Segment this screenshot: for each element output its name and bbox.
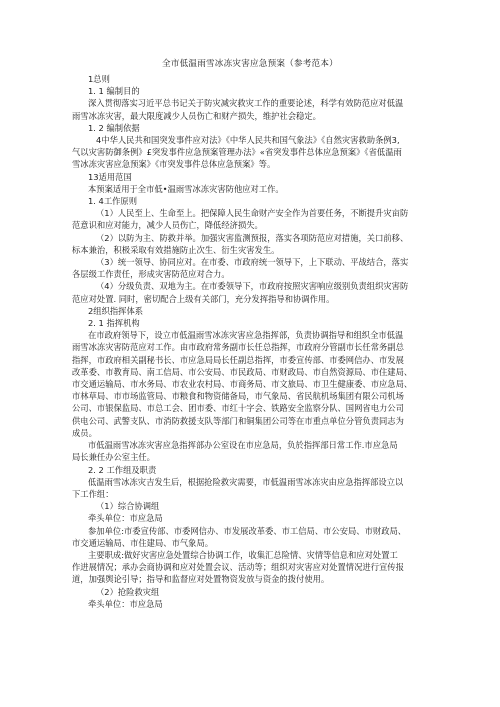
paragraph-line: 在市政府领导下，设立市低温雨雪冰冻灾害应急指挥部，负责协调指导和组织全市低温 <box>88 330 404 341</box>
paragraph-continuation-line: 指挥，市政府相关副秘书长、市应急局局长任副总指挥，市委宣传部、市委网信办、市发展 <box>72 354 404 365</box>
list-item-line: （4）分级负责、双地为主。在市委领导下，市政府按照灾害响应级别负责组织灾害防 <box>96 281 409 292</box>
paragraph-continuation-line: 标本兼治，积极采取有效措施防止次生、衍生灾害发生。 <box>72 244 280 255</box>
paragraph-continuation-line: 改革委、市教育局、南工信局、市公安局、市民政局、市财政局、市自然资源局、市住建局、 <box>72 366 413 377</box>
subsection-heading: 1. 2 编制依据 <box>88 122 140 133</box>
paragraph-continuation-line: 气以灾害防御条例》£突发事件应急预案管理办法》«省突发事件总体应急预案》《省低温雨 <box>72 147 402 158</box>
paragraph-continuation-line: 道，加强舆论引导；指导和监督应对处置物资发放与资金的拨付使用。 <box>72 574 330 585</box>
paragraph-line: 牵头单位：市应急局 <box>88 598 163 609</box>
list-item-line: （2）以防为主、防救并举。加强灾害监测预报，落实各项防范应对措施，关口前移、 <box>96 232 409 243</box>
paragraph-line: 参加单位:市委宣传部、市委网信办、市发展改革委、市工信局、市公安局、市财政局、 <box>88 525 407 536</box>
paragraph-continuation-line: 市交通运输局、市住建局、市气象局。 <box>72 537 214 548</box>
paragraph-line: 主要职成:做好灾害应急处置综合协调工作，收集汇总险情、灾情等信息和应对处置工 <box>88 549 398 560</box>
paragraph-line: 本预案适用于全市低•温雨雪冰冻灾害防他应对工作。 <box>88 183 284 194</box>
list-item-line: （1）综合协调组 <box>96 501 160 512</box>
subsection-heading: 2. 2 工作组及职责 <box>88 464 157 475</box>
document-title: 全市低温雨雪冰冻灾害应急预案（参考范本） <box>162 59 338 69</box>
paragraph-continuation-line: 雪冰冻灾害应急预案》《市突发事件总体应急预案》等。 <box>72 159 276 170</box>
section-heading: 2组织指挥体系 <box>88 305 144 316</box>
paragraph-continuation-line: 市交通运输局、市水务局、市农业农村局、市商务局、市文旅局、市卫生健康委、市应急局、 <box>72 379 413 390</box>
list-item-line: （2）抢险救灾组 <box>96 586 160 597</box>
section-heading: 1总则 <box>88 74 110 84</box>
paragraph-continuation-line: 供电公司、武警支队、市消防救援支队等部门和铜集团公司等在市重点单位分管负责同志为 <box>72 415 404 426</box>
subsection-heading: 1. 1 编制目的 <box>88 86 140 97</box>
paragraph-continuation-line: 范意识和应对能力，减少人员伤亡，降低经济损失。 <box>72 220 263 231</box>
paragraph-continuation-line: 作进展情况；承办会商协调和应对处置会议、活动等；组织对灾害应对处置情况进行宣传报 <box>72 562 404 573</box>
subsection-heading: 13适用范国 <box>88 171 132 182</box>
paragraph-continuation-line: 雨雪冰冻灾害防范应对工作。由市政府常务副市长任总指挥，市政府分管副市长任常务副总 <box>72 342 404 353</box>
paragraph-continuation-line: 局长兼任办公室主任。 <box>72 452 155 463</box>
paragraph-continuation-line: 雨雪冰冻灾害，最大限度减少人员伤亡和财产损失，维护社会稳定。 <box>72 110 321 121</box>
list-item-line: 4中华人民共和国突发事件应对法》《中华人民共和国气象法》《自然灾害救助条例3, <box>96 135 400 146</box>
paragraph-continuation-line: 下工作组： <box>72 488 114 499</box>
subsection-heading: 2. 1 指挥机构 <box>88 318 140 329</box>
paragraph-continuation-line: 市林草局、市市场监管局、市粮食和物资储备局，市气象局、省民航机场集团有限公司机场 <box>72 391 404 402</box>
paragraph-line: 深入贯彻落实习近平总书记关于防灾减灾救灾工作的重要论述，科学有效防范应对低温 <box>88 98 404 109</box>
paragraph-continuation-line: 范应对处置. 同时，密切配合上级有关部门，充分发挥指导和协调作用。 <box>72 293 335 304</box>
paragraph-continuation-line: 各层级工作责任，形成灾害防范应对合力。 <box>72 269 230 280</box>
paragraph-line: 牵头单位：市应急局 <box>88 513 163 524</box>
list-item-line: （3）统一领导、协同应对。在市委、市政府统一领导下，上下联动、平战结合，落实 <box>96 257 409 268</box>
document-body <box>72 73 428 610</box>
paragraph-line: 低温雨雪冰冻灾吉发生后，根据抢险救灾需要，市低温雨雪冰冻灾由应急指挥部设立以 <box>88 476 404 487</box>
list-item-line: （1）人民至上、生命至上。把保障人民生命财产安全作为首要任务，不断提升灾亩防 <box>96 208 409 219</box>
paragraph-line: 市低温雨雪冰冻灾害应急指挥部办公室设在市应急局，负於指挥部日常工作.市应急局 <box>88 440 398 451</box>
subsection-heading: 1. 4工作原则 <box>88 196 138 207</box>
paragraph-continuation-line: 成员。 <box>72 427 97 438</box>
paragraph-continuation-line: 公司、市银保监局、市总工会、团市委、市红十字会、铁路安全监察分队、国网省电力公司 <box>72 403 404 414</box>
